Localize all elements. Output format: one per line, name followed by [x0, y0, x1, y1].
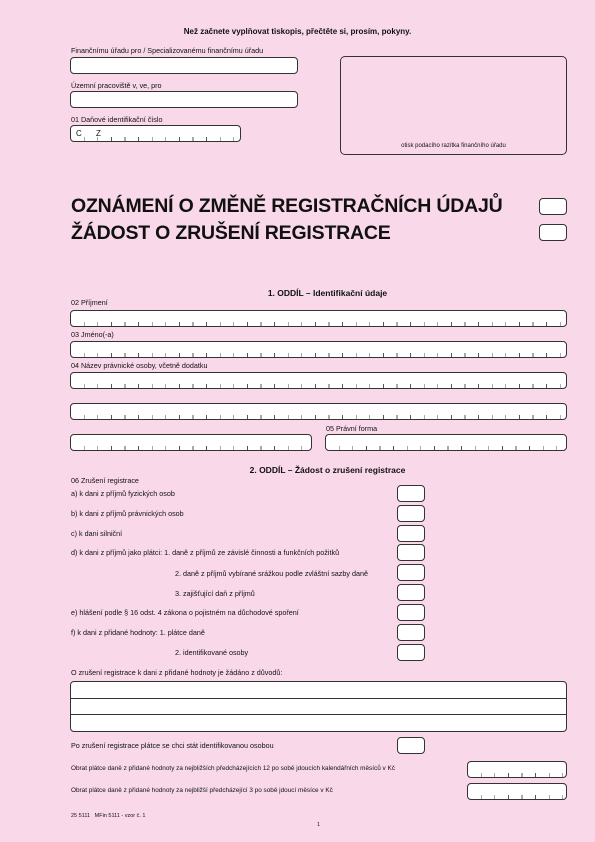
name-label: 03 Jméno(-a) — [71, 330, 114, 339]
surname-label: 02 Příjmení — [71, 298, 108, 307]
turnover12-label: Obrat plátce daně z přidané hodnoty za nejbližších předcházejících 12 po sobě jdoucích kalendářních měsíců v Kč — [71, 765, 395, 772]
item-f2-checkbox[interactable] — [397, 644, 425, 661]
item-d2-label: 2. daně z příjmů vybírané srážkou podle zvláštní sazby daně — [175, 569, 368, 578]
section1-heading: 1. ODDÍL – Identifikační údaje — [267, 288, 388, 298]
office-field[interactable] — [70, 57, 298, 74]
turnover3-label: Obrat plátce daně z přidané hodnoty za nejbližší předcházející 3 po sobě jdoucí měsíce v Kč — [71, 787, 333, 794]
item-e-checkbox[interactable] — [397, 604, 425, 621]
item-c-label: c) k dani silniční — [71, 529, 123, 538]
legal-name-field-1[interactable] — [70, 372, 567, 389]
item-d1-checkbox[interactable] — [397, 544, 425, 561]
name-field[interactable] — [70, 341, 567, 358]
item-c-checkbox[interactable] — [397, 525, 425, 542]
legal-name-field-3[interactable] — [70, 434, 312, 451]
title-cancel: ŽÁDOST O ZRUŠENÍ REGISTRACE — [71, 222, 391, 244]
branch-field[interactable] — [70, 91, 298, 108]
title-change-checkbox[interactable] — [539, 198, 567, 215]
tax-id-label: 01 Daňové identifikační číslo — [71, 115, 163, 124]
item-f1-checkbox[interactable] — [397, 624, 425, 641]
title-change: OZNÁMENÍ O ZMĚNĚ REGISTRAČNÍCH ÚDAJŮ — [71, 195, 503, 217]
tax-id-prefix: C Z — [76, 129, 107, 138]
identified-checkbox[interactable] — [397, 737, 425, 754]
reasons-label: O zrušení registrace k dani z přidané hodnoty je žádáno z důvodů: — [71, 668, 283, 677]
item-a-checkbox[interactable] — [397, 485, 425, 502]
item-d3-checkbox[interactable] — [397, 584, 425, 601]
stamp-label: otisk podacího razítka finančního úřadu — [401, 143, 506, 149]
reasons-field[interactable] — [70, 681, 567, 732]
title-cancel-checkbox[interactable] — [539, 224, 567, 241]
cancel-label: 06 Zrušení registrace — [71, 476, 139, 485]
turnover12-field[interactable] — [467, 761, 567, 778]
turnover3-field[interactable] — [467, 783, 567, 800]
item-b-label: b) k dani z příjmů právnických osob — [71, 509, 184, 518]
page-number: 1 — [316, 822, 321, 828]
legal-name-label: 04 Název právnické osoby, včetně dodatku — [71, 361, 208, 370]
section2-heading: 2. ODDÍL – Žádost o zrušení registrace — [249, 465, 406, 475]
legal-form-field[interactable] — [325, 434, 567, 451]
form-instruction: Než začnete vyplňovat tiskopis, přečtěte si, prosím, pokyny. — [183, 27, 412, 36]
item-e-label: e) hlášení podle § 16 odst. 4 zákona o pojistném na důchodové spoření — [71, 608, 299, 617]
item-a-label: a) k dani z příjmů fyzických osob — [71, 489, 175, 498]
stamp-area — [340, 56, 567, 155]
form-code: 25 5111 MFin 5111 - vzor č. 1 — [71, 813, 146, 819]
office-label: Finančnímu úřadu pro / Specializovanému finančnímu úřadu — [71, 46, 264, 55]
item-d3-label: 3. zajišťující daň z příjmů — [175, 589, 255, 598]
legal-form-label: 05 Právní forma — [326, 424, 378, 433]
item-d2-checkbox[interactable] — [397, 564, 425, 581]
legal-name-field-2[interactable] — [70, 403, 567, 420]
branch-label: Územní pracoviště v, ve, pro — [71, 81, 162, 90]
item-d1-label: d) k dani z příjmů jako plátci: 1. daně z příjmů ze závislé činnosti a funkčních požitků — [71, 548, 340, 557]
item-f2-label: 2. identifikované osoby — [175, 648, 249, 657]
item-f1-label: f) k dani z přidané hodnoty: 1. plátce daně — [71, 628, 205, 637]
item-b-checkbox[interactable] — [397, 505, 425, 522]
tax-id-field[interactable] — [70, 125, 241, 142]
identified-label: Po zrušení registrace plátce se chci stát identifikovanou osobou — [71, 741, 274, 750]
surname-field[interactable] — [70, 310, 567, 327]
